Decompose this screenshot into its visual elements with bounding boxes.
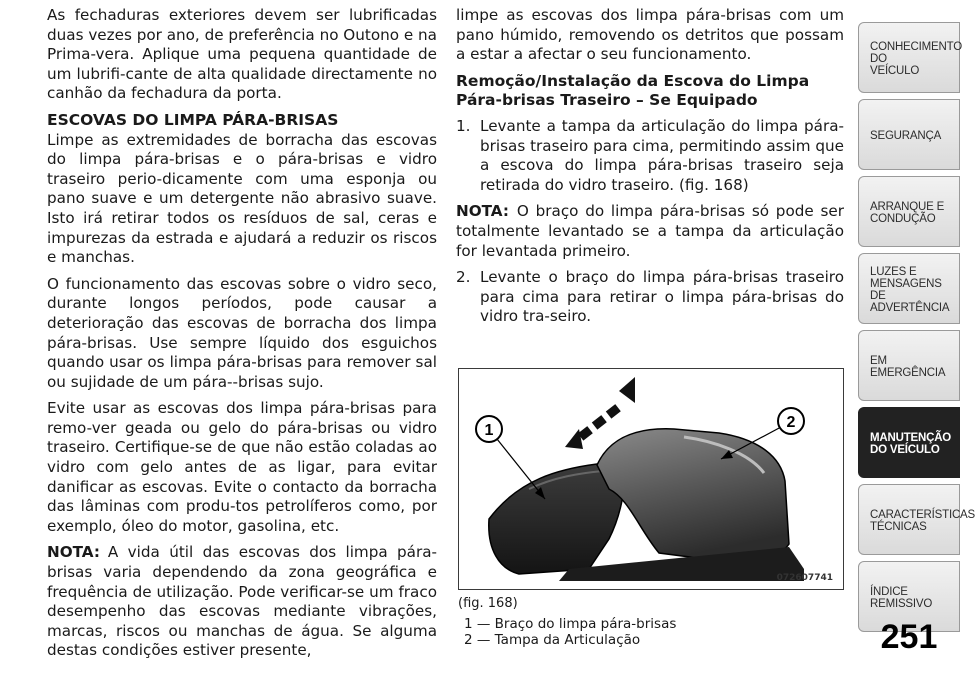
step-1 bbox=[456, 117, 844, 195]
tab-seguranca[interactable] bbox=[858, 99, 960, 170]
articulation-cap bbox=[597, 429, 789, 562]
left-column bbox=[47, 6, 437, 668]
step-text: Levante o braço do limpa pára-brisas traseiro para cima para retirar o limpa pára-brisas do vidro tra-seiro. bbox=[480, 268, 844, 326]
tab-label-line: CONHECIMENTO bbox=[870, 40, 962, 53]
section-heading-wiper-blades: ESCOVAS DO LIMPA PÁRA-BRISAS bbox=[47, 110, 339, 129]
tab-label-line: CARACTERÍSTICAS bbox=[870, 508, 975, 521]
figure-code: 072607741 bbox=[776, 573, 833, 583]
legend-item-2: 2 — Tampa da Articulação bbox=[464, 632, 641, 648]
tab-label-line: VEÍCULO bbox=[870, 64, 920, 77]
tab-luzes-e-mensagens[interactable] bbox=[858, 253, 960, 324]
note-text: O braço do limpa pára-brisas só pode ser totalmente levantado se a tampa da articulação for levantada primeiro. bbox=[456, 202, 844, 260]
note-label: NOTA: bbox=[456, 202, 509, 221]
page-number: 251 bbox=[880, 618, 938, 656]
step-number: 2. bbox=[456, 268, 471, 287]
callout-1-label: 1 bbox=[484, 422, 494, 439]
figure-reference: (fig. 168) bbox=[458, 596, 518, 611]
tab-arranque-e-conducao[interactable] bbox=[858, 176, 960, 247]
tab-label-line: MANUTENÇÃO bbox=[870, 431, 952, 444]
tab-label-line: DO bbox=[870, 52, 887, 65]
tab-label-line: DO VEÍCULO bbox=[870, 443, 940, 456]
figure-legend bbox=[464, 616, 676, 648]
wiper-drawing bbox=[459, 369, 843, 589]
note-label: NOTA: bbox=[47, 543, 100, 562]
tab-caracteristicas-tecnicas[interactable] bbox=[858, 484, 975, 555]
tab-label-line: SEGURANÇA bbox=[870, 129, 942, 142]
note-text: A vida útil das escovas dos limpa pára-brisas varia dependendo da zona geográfica e frequência de utilização. Pode verificar-se um fraco desempenho das escovas mediante vibrações, marcas, riscos ou manchas de água. Se alguma destas condições estiver presente, bbox=[47, 543, 437, 660]
tab-label-line: REMISSIVO bbox=[870, 597, 933, 610]
callout-2-label: 2 bbox=[786, 414, 796, 431]
step-text: Levante a tampa da articulação do limpa pára-brisas traseiro para cima, permitindo assim que a escova do limpa pára-brisas traseiro seja retirada do vidro traseiro. (fig. 168) bbox=[480, 116, 844, 194]
tab-label-line: CONDUÇÃO bbox=[870, 212, 936, 225]
legend-item-1: 1 — Braço do limpa pára-brisas bbox=[464, 616, 677, 632]
tab-conhecimento-do-veiculo[interactable] bbox=[858, 22, 960, 93]
tab-label-line: EMERGÊNCIA bbox=[870, 366, 946, 379]
note-arm-lift bbox=[456, 202, 844, 261]
step-2 bbox=[456, 268, 844, 327]
paragraph-continued: limpe as escovas dos limpa pára-brisas com um pano húmido, removendo os detritos que possam a estar a afectar o seu funcionamento. bbox=[456, 6, 844, 64]
tab-label-line: EM bbox=[870, 354, 887, 367]
tab-label-line: ÍNDICE bbox=[870, 585, 908, 598]
tab-label-line: DE bbox=[870, 289, 886, 302]
tab-label-line: TÉCNICAS bbox=[870, 520, 927, 533]
paragraph-frost-ice: Evite usar as escovas dos limpa pára-brisas para remo-ver geada ou gelo do pára-brisas ou vidro traseiro. Certifique-se de que não estão coladas ao vidro com gelo antes de as ligar, para evitar danificar as escovas. Evite o contacto da borracha das lâminas com produ-tos petrolíferos como, por exemplo, óleo do motor, gasolina, etc. bbox=[47, 399, 437, 535]
note-blade-life bbox=[47, 543, 437, 661]
tab-em-emergencia[interactable] bbox=[858, 330, 960, 401]
tab-label-line: ARRANQUE E bbox=[870, 200, 945, 213]
subheading-rear-wiper: Remoção/Instalação da Escova do Limpa Pára-brisas Traseiro – Se Equipado bbox=[456, 71, 810, 110]
right-column bbox=[456, 6, 844, 334]
tab-label-line: LUZES E bbox=[870, 265, 917, 278]
figure-rear-wiper-illustration bbox=[458, 368, 844, 590]
step-number: 1. bbox=[456, 116, 471, 135]
paragraph-lock-lubrication: As fechaduras exteriores devem ser lubrificadas duas vezes por ano, de preferência no Outono e na Prima-vera. Aplique uma pequena quantidade de um lubrifi-cante de alta qualidade directamente no canhão da fechadura da porta. bbox=[47, 6, 437, 103]
tab-label-line: ADVERTÊNCIA bbox=[870, 301, 950, 314]
tab-manutencao-do-veiculo[interactable] bbox=[858, 407, 960, 478]
paragraph-blade-cleaning: Limpe as extremidades de borracha das escovas do limpa pára-brisas e o pára-brisas e vidro traseiro perio-dicamente com uma esponja ou pano suave e um detergente não abrasivo suave. Isto irá retirar todos os resíduos de sal, ceras e impurezas da estrada e ajudará a reduzir os riscos e manchas. bbox=[47, 130, 437, 267]
tab-label-line: MENSAGENS bbox=[870, 277, 942, 290]
paragraph-dry-glass: O funcionamento das escovas sobre o vidro seco, durante longos períodos, pode causar a deterioração das escovas de borracha dos limpa pára-brisas. Use sempre líquido dos esguichos quando usar os limpa pára-brisas para remover sal ou sujidade de um pára--brisas sujo. bbox=[47, 274, 437, 391]
